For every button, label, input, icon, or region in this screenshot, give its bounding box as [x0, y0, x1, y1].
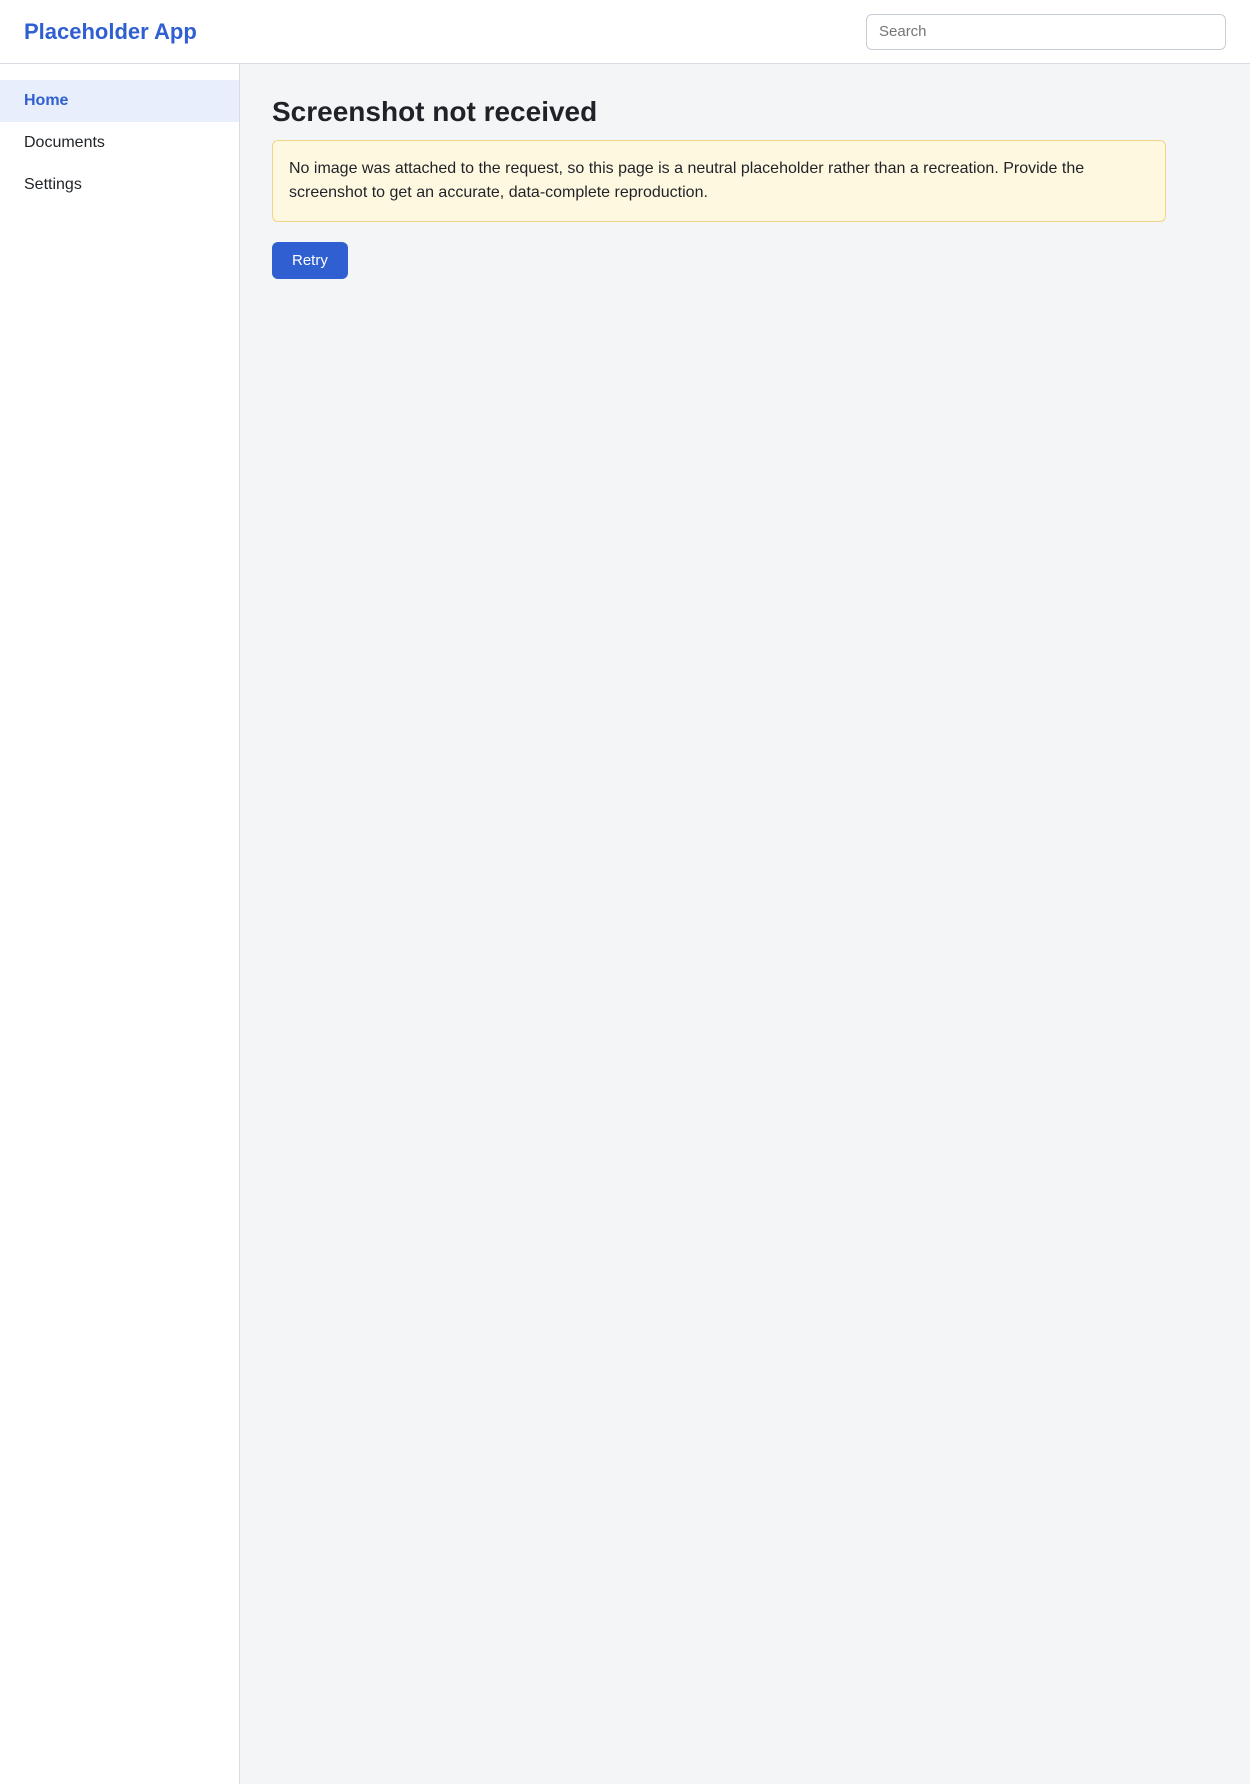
main-content — [240, 64, 1250, 1784]
retry-button[interactable]: Retry — [272, 242, 348, 279]
sidebar-item-settings[interactable]: Settings — [24, 176, 82, 193]
sidebar-item-documents[interactable]: Documents — [24, 134, 105, 151]
app-title: Placeholder App — [24, 18, 197, 44]
top-bar — [0, 0, 1250, 64]
search-input[interactable] — [866, 14, 1226, 50]
layout — [0, 64, 1250, 1784]
notice-text: No image was attached to the request, so this page is a neutral placeholder rather than a recreation. Provide the screenshot to get an accurate, data-complete reproduction. — [272, 140, 1166, 222]
sidebar — [0, 64, 240, 1784]
sidebar-item-home[interactable]: Home — [0, 80, 239, 122]
page-title: Screenshot not received — [272, 96, 598, 127]
